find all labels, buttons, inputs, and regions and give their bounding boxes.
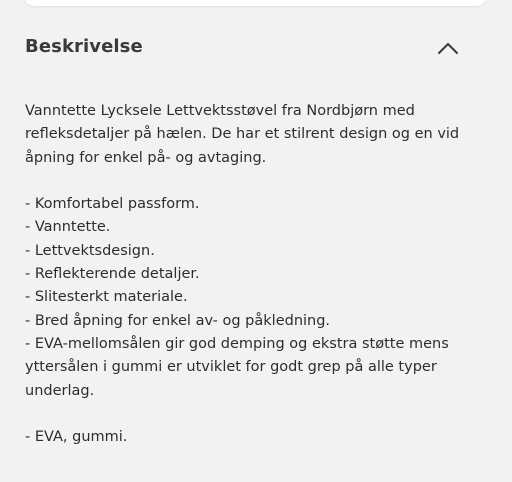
feature-item: - Lettvektsdesign.	[25, 242, 155, 259]
paragraph-spacer	[25, 170, 465, 193]
card-bottom-edge	[24, 0, 486, 6]
feature-item: - Slitesterkt materiale.	[25, 289, 188, 306]
paragraph-spacer	[25, 403, 465, 426]
feature-list	[25, 193, 465, 403]
feature-item: - Reflekterende detaljer.	[25, 266, 200, 283]
feature-item: - EVA-mellomsålen gir god demping og ekstra støtte mens yttersålen i gummi er utviklet for godt grep på alle typer underlag.	[25, 335, 449, 399]
feature-item: - Bred åpning for enkel av- og påkledning.	[25, 312, 331, 329]
section-title: Beskrivelse	[25, 36, 143, 57]
description-section-header[interactable]	[25, 36, 461, 62]
chevron-up-icon[interactable]	[435, 36, 461, 62]
description-intro: Vanntette Lycksele Lettvektsstøvel fra Nordbjørn med refleksdetaljer på hælen. De har et stilrent design og en vid åpning for enkel på- og avtaging.	[25, 103, 460, 166]
materials-line: - EVA, gummi.	[25, 429, 128, 446]
feature-item: - Vanntette.	[25, 219, 111, 236]
description-body	[25, 100, 465, 449]
feature-item: - Komfortabel passform.	[25, 196, 200, 213]
